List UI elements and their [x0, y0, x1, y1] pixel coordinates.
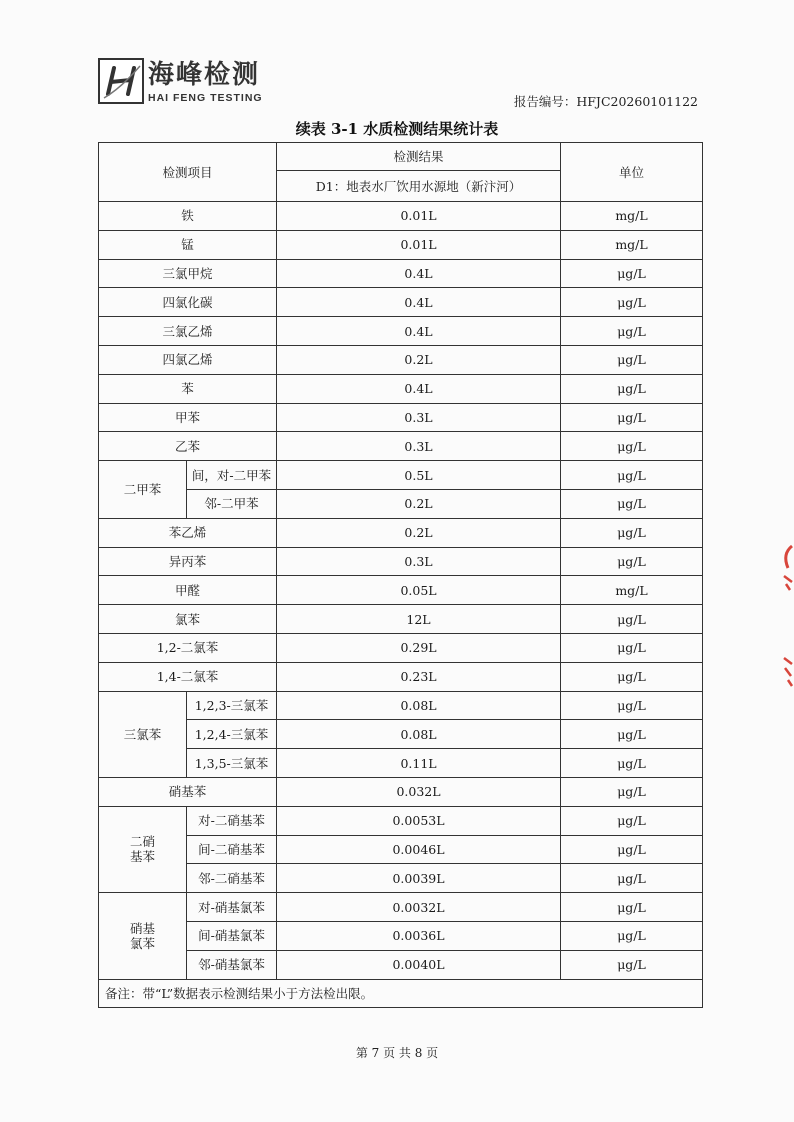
- item-unit: μg/L: [561, 547, 703, 576]
- item-unit: μg/L: [561, 806, 703, 835]
- item-name: 三氯乙烯: [99, 317, 277, 346]
- item-name: 硝基苯: [99, 777, 277, 806]
- table-row: [99, 633, 703, 662]
- table-row: [99, 317, 703, 346]
- table-row: [99, 921, 703, 950]
- item-name: 1,2,4-三氯苯: [187, 720, 277, 749]
- item-unit: μg/L: [561, 777, 703, 806]
- item-value: 0.3L: [277, 547, 561, 576]
- table-row: [99, 720, 703, 749]
- header-result: 检测结果: [277, 143, 561, 171]
- item-unit: μg/L: [561, 691, 703, 720]
- group-name-line1: 硝基: [129, 920, 155, 936]
- item-unit: μg/L: [561, 518, 703, 547]
- note-text: 备注：带“L”数据表示检测结果小于方法检出限。: [99, 979, 703, 1008]
- item-unit: μg/L: [561, 835, 703, 864]
- table-row: [99, 461, 703, 490]
- table-row: [99, 230, 703, 259]
- table-row: [99, 806, 703, 835]
- table-row: [99, 893, 703, 922]
- item-unit: mg/L: [561, 230, 703, 259]
- item-unit: μg/L: [561, 432, 703, 461]
- header-item: 检测项目: [99, 143, 277, 202]
- group-name-line2: 氯苯: [129, 935, 155, 951]
- item-name: 邻-硝基氯苯: [187, 950, 277, 979]
- red-seal-stamp-fragment: [776, 540, 794, 710]
- item-value: 0.0039L: [277, 864, 561, 893]
- item-value: 0.032L: [277, 777, 561, 806]
- table-row: [99, 605, 703, 634]
- item-value: 0.01L: [277, 230, 561, 259]
- group-name-line2: 基苯: [129, 849, 155, 865]
- item-unit: μg/L: [561, 662, 703, 691]
- item-value: 0.11L: [277, 749, 561, 778]
- hf-logo-icon: [98, 58, 144, 104]
- item-unit: μg/L: [561, 633, 703, 662]
- item-unit: μg/L: [561, 950, 703, 979]
- item-unit: μg/L: [561, 461, 703, 490]
- item-name: 苯: [99, 374, 277, 403]
- item-value: 0.0040L: [277, 950, 561, 979]
- item-name: 四氯乙烯: [99, 345, 277, 374]
- group-name: 三氯苯: [99, 691, 187, 777]
- item-value: 12L: [277, 605, 561, 634]
- table-row: [99, 288, 703, 317]
- table-row: [99, 835, 703, 864]
- table-row: [99, 547, 703, 576]
- item-name: 间-二硝基苯: [187, 835, 277, 864]
- item-unit: mg/L: [561, 202, 703, 231]
- item-value: 0.5L: [277, 461, 561, 490]
- header-site: D1：地表水厂饮用水源地（新汴河）: [277, 171, 561, 202]
- table-row: [99, 518, 703, 547]
- item-name: 甲苯: [99, 403, 277, 432]
- table-row: [99, 259, 703, 288]
- item-value: 0.3L: [277, 432, 561, 461]
- item-unit: μg/L: [561, 749, 703, 778]
- table-row: [99, 950, 703, 979]
- table-row: [99, 749, 703, 778]
- item-unit: μg/L: [561, 605, 703, 634]
- logo-english-name: HAI FENG TESTING: [148, 92, 263, 104]
- item-name: 1,2,3-三氯苯: [187, 691, 277, 720]
- item-name: 三氯甲烷: [99, 259, 277, 288]
- item-value: 0.2L: [277, 518, 561, 547]
- logo-chinese-name: 海峰检测: [148, 60, 261, 90]
- item-name: 锰: [99, 230, 277, 259]
- water-quality-table: [98, 142, 703, 1008]
- item-name: 甲醛: [99, 576, 277, 605]
- group-name: [99, 893, 187, 979]
- item-name: 间，对-二甲苯: [187, 461, 277, 490]
- item-name: 1,4-二氯苯: [99, 662, 277, 691]
- table-row: [99, 662, 703, 691]
- table-title: 续表 3-1 水质检测结果统计表: [295, 120, 499, 138]
- item-value: 0.0036L: [277, 921, 561, 950]
- item-name: 邻-二甲苯: [187, 489, 277, 518]
- item-value: 0.4L: [277, 259, 561, 288]
- item-value: 0.0032L: [277, 893, 561, 922]
- group-name: [99, 806, 187, 892]
- item-name: 邻-二硝基苯: [187, 864, 277, 893]
- item-value: 0.0053L: [277, 806, 561, 835]
- table-row: [99, 202, 703, 231]
- item-name: 异丙苯: [99, 547, 277, 576]
- table-row: [99, 489, 703, 518]
- group-name-line1: 二硝: [129, 834, 155, 850]
- item-unit: μg/L: [561, 864, 703, 893]
- item-name: 乙苯: [99, 432, 277, 461]
- table-row: [99, 374, 703, 403]
- note-row: [99, 979, 703, 1008]
- item-value: 0.0046L: [277, 835, 561, 864]
- item-name: 对-二硝基苯: [187, 806, 277, 835]
- table-row: [99, 403, 703, 432]
- item-value: 0.2L: [277, 489, 561, 518]
- item-unit: μg/L: [561, 259, 703, 288]
- item-value: 0.05L: [277, 576, 561, 605]
- item-name: 苯乙烯: [99, 518, 277, 547]
- company-logo: [98, 58, 263, 110]
- item-name: 氯苯: [99, 605, 277, 634]
- page-number: 第 7 页 共 8 页: [355, 1046, 439, 1060]
- item-value: 0.3L: [277, 403, 561, 432]
- header-unit: 单位: [561, 143, 703, 202]
- table-row: [99, 345, 703, 374]
- item-value: 0.08L: [277, 691, 561, 720]
- item-unit: μg/L: [561, 317, 703, 346]
- table-row: [99, 432, 703, 461]
- item-value: 0.4L: [277, 288, 561, 317]
- item-name: 铁: [99, 202, 277, 231]
- item-name: 间-硝基氯苯: [187, 921, 277, 950]
- item-value: 0.08L: [277, 720, 561, 749]
- item-name: 对-硝基氯苯: [187, 893, 277, 922]
- item-unit: μg/L: [561, 921, 703, 950]
- report-number: 报告编号：HFJC20260101122: [513, 94, 698, 109]
- item-value: 0.4L: [277, 317, 561, 346]
- item-unit: μg/L: [561, 489, 703, 518]
- item-unit: μg/L: [561, 403, 703, 432]
- table-row: [99, 777, 703, 806]
- item-name: 四氯化碳: [99, 288, 277, 317]
- item-name: 1,3,5-三氯苯: [187, 749, 277, 778]
- item-value: 0.29L: [277, 633, 561, 662]
- table-row: [99, 864, 703, 893]
- item-unit: μg/L: [561, 345, 703, 374]
- item-value: 0.4L: [277, 374, 561, 403]
- item-value: 0.23L: [277, 662, 561, 691]
- item-value: 0.01L: [277, 202, 561, 231]
- table-row: [99, 576, 703, 605]
- table-row: [99, 691, 703, 720]
- item-value: 0.2L: [277, 345, 561, 374]
- item-name: 1,2-二氯苯: [99, 633, 277, 662]
- item-unit: μg/L: [561, 374, 703, 403]
- item-unit: μg/L: [561, 893, 703, 922]
- item-unit: mg/L: [561, 576, 703, 605]
- item-unit: μg/L: [561, 720, 703, 749]
- item-unit: μg/L: [561, 288, 703, 317]
- group-name: 二甲苯: [99, 461, 187, 519]
